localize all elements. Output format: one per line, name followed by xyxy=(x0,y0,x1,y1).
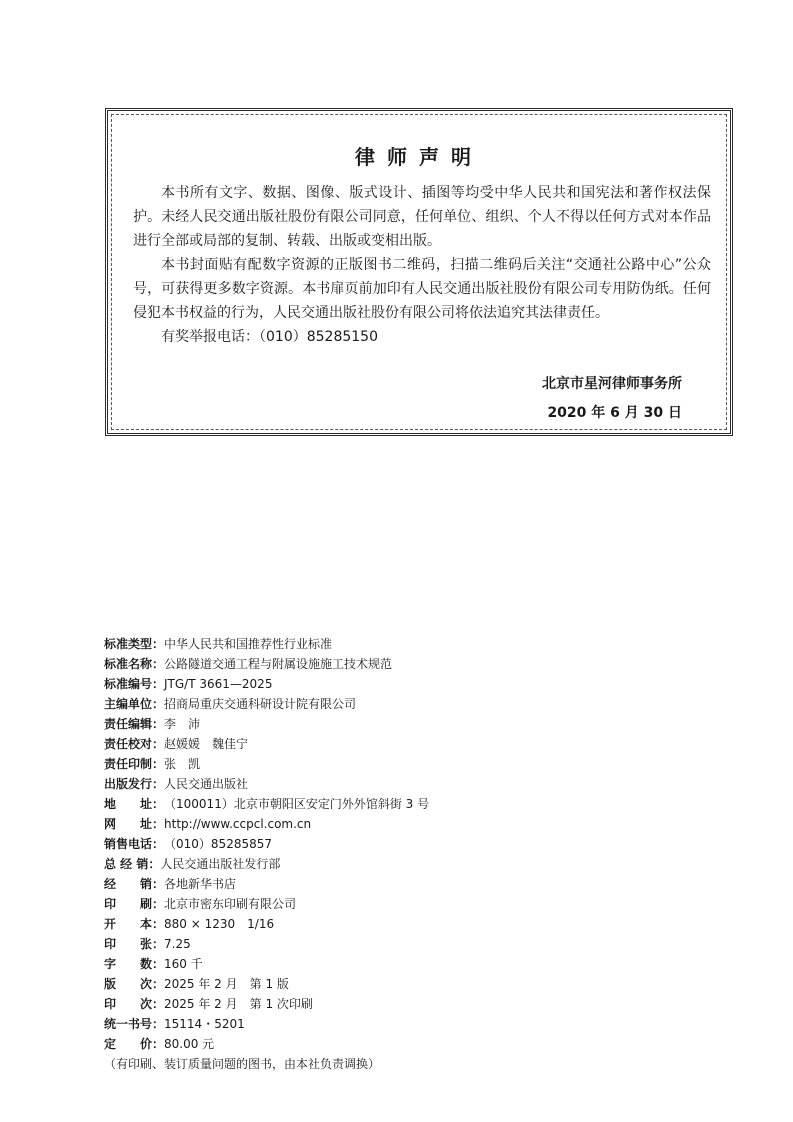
colophon-label: 责任校对： xyxy=(104,737,165,751)
colophon-label: 经 销： xyxy=(104,877,165,891)
colophon-label: 统一书号： xyxy=(104,1017,165,1031)
declaration-paragraph-hotline: 有奖举报电话：（010）85285150 xyxy=(161,329,378,345)
colophon-row xyxy=(104,974,664,994)
colophon-value: 张 凯 xyxy=(164,757,201,771)
colophon-row xyxy=(104,954,664,974)
declaration-paragraph-anticounterfeit: 本书封面贴有配数字资源的正版图书二维码，扫描二维码后关注“交通社公路中心”公众号，可获得更多数字资源。本书扉页前加印有人民交通出版社股份有限公司专用防伪纸。任何侵犯本书权益的行为，人民交通出版社股份有限公司将依法追究其法律责任。 xyxy=(133,257,711,321)
colophon-value: 公路隧道交通工程与附属设施施工技术规范 xyxy=(164,657,393,671)
colophon-label: 印 刷： xyxy=(104,897,165,911)
colophon-value: 中华人民共和国推荐性行业标准 xyxy=(164,637,333,651)
colophon-row xyxy=(104,894,664,914)
colophon-row xyxy=(104,874,664,894)
colophon-label: 印 张： xyxy=(104,937,165,951)
colophon-value: 160 千 xyxy=(164,957,203,971)
colophon-value: （100011）北京市朝阳区安定门外外馆斜街 3 号 xyxy=(164,797,430,811)
colophon-value: http://www.ccpcl.com.cn xyxy=(164,817,312,831)
colophon-label: 销售电话： xyxy=(104,837,165,851)
colophon-value: 80.00 元 xyxy=(164,1037,215,1051)
colophon-value: 赵媛媛 魏佳宁 xyxy=(164,737,249,751)
colophon-row xyxy=(104,934,664,954)
colophon-value: 李 沛 xyxy=(164,717,201,731)
colophon-label: 字 数： xyxy=(104,957,165,971)
colophon-label: 印 次： xyxy=(104,997,165,1011)
colophon-value: 2025 年 2 月 第 1 次印刷 xyxy=(164,997,313,1011)
colophon-value: 7.25 xyxy=(164,937,191,951)
colophon-row xyxy=(104,774,664,794)
colophon xyxy=(104,634,664,1074)
signature-date: 2020 年 6 月 30 日 xyxy=(547,405,682,421)
colophon-label: 责任印制： xyxy=(104,757,165,771)
colophon-row xyxy=(104,914,664,934)
colophon-row xyxy=(104,634,664,654)
colophon-row xyxy=(104,1034,664,1054)
colophon-row xyxy=(104,834,664,854)
colophon-row xyxy=(104,754,664,774)
colophon-label: 地 址： xyxy=(104,797,165,811)
colophon-label: 定 价： xyxy=(104,1037,165,1051)
colophon-value: （010）85285857 xyxy=(164,837,272,851)
colophon-row xyxy=(104,794,664,814)
colophon-row xyxy=(104,674,664,694)
colophon-label: 责任编辑： xyxy=(104,717,165,731)
colophon-row xyxy=(104,814,664,834)
colophon-value: 招商局重庆交通科研设计院有限公司 xyxy=(164,697,357,711)
colophon-row xyxy=(104,854,664,874)
colophon-row xyxy=(104,734,664,754)
colophon-row xyxy=(104,994,664,1014)
colophon-value: 人民交通出版社 xyxy=(164,777,249,791)
declaration-title: 律师声明 xyxy=(355,145,483,169)
colophon-value: 2025 年 2 月 第 1 版 xyxy=(164,977,289,991)
colophon-label: 版 次： xyxy=(104,977,165,991)
quality-note: （有印刷、装订质量问题的图书，由本社负责调换） xyxy=(104,1057,381,1071)
colophon-value: 各地新华书店 xyxy=(164,877,237,891)
colophon-label: 主编单位： xyxy=(104,697,165,711)
signature-organization: 北京市星河律师事务所 xyxy=(542,376,682,392)
colophon-value: 880 × 1230 1/16 xyxy=(164,917,275,931)
colophon-row xyxy=(104,714,664,734)
colophon-value: 人民交通出版社发行部 xyxy=(160,857,281,871)
colophon-label: 出版发行： xyxy=(104,777,165,791)
colophon-label: 标准类型： xyxy=(104,637,165,651)
colophon-value: 北京市密东印刷有限公司 xyxy=(164,897,297,911)
colophon-value: JTG/T 3661—2025 xyxy=(164,677,273,691)
colophon-label: 开 本： xyxy=(104,917,165,931)
colophon-label: 网 址： xyxy=(104,817,165,831)
colophon-label: 总 经 销： xyxy=(104,857,161,871)
colophon-value: 15114・5201 xyxy=(164,1017,245,1031)
colophon-row xyxy=(104,694,664,714)
colophon-label: 标准编号： xyxy=(104,677,165,691)
declaration-paragraph-copyright: 本书所有文字、数据、图像、版式设计、插图等均受中华人民共和国宪法和著作权法保护。未经人民交通出版社股份有限公司同意，任何单位、组织、个人不得以任何方式对本作品进行全部或局部的复制、转载、出版或变相出版。 xyxy=(133,185,711,249)
colophon-row xyxy=(104,1014,664,1034)
colophon-row xyxy=(104,654,664,674)
colophon-label: 标准名称： xyxy=(104,657,165,671)
lawyer-declaration-box xyxy=(105,108,733,436)
